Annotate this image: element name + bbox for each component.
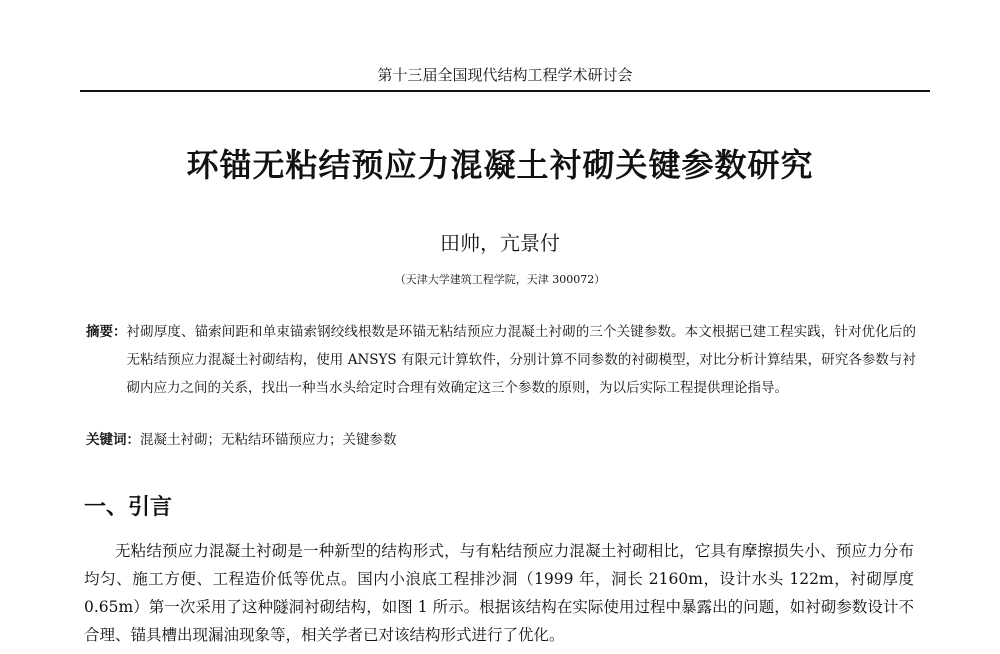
abstract — [86, 318, 916, 402]
section-heading: 一、引言 — [84, 495, 173, 520]
abstract-label: 摘要： — [86, 324, 127, 340]
keywords-label: 关键词： — [86, 432, 140, 448]
keywords — [86, 426, 916, 454]
running-header: 第十三届全国现代结构工程学术研讨会 — [80, 62, 930, 92]
intro-paragraph: 无粘结预应力混凝土衬砌是一种新型的结构形式，与有粘结预应力混凝土衬砌相比，它具有摩擦损失小、预应力分布均匀、施工方便、工程造价低等优点。国内小浪底工程排沙洞（1999 年，洞长 2160m，设计水头 122m，衬砌厚度 0.65m）第一次采用了这种隧洞衬砌结构，如图 1 所示。根据该结构在实际使用过程中暴露出的问题，如衬砌参数设计不合理、锚具槽出现漏油现象等，相关学者已对该结构形式进行了优化。 — [84, 542, 914, 644]
paper-title: 环锚无粘结预应力混凝土衬砌关键参数研究 — [186, 146, 814, 184]
abstract-text: 衬砌厚度、锚索间距和单束锚索钢绞线根数是环锚无粘结预应力混凝土衬砌的三个关键参数。本文根据已建工程实践，针对优化后的无粘结预应力混凝土衬砌结构，使用 ANSYS 有限元计算软件，分别计算不同参数的衬砌模型，对比分析计算结果，研究各参数与衬砌内应力之间的关系，找出一种当水头给定时合理有效确定这三个参数的原则，为以后实际工程提供理论指导。 — [126, 324, 916, 396]
authors: 田帅，亢景付 — [440, 231, 560, 255]
affiliation: （天津大学建筑工程学院，天津 300072） — [394, 273, 606, 286]
keywords-text: 混凝土衬砌；无粘结环锚预应力；关键参数 — [140, 432, 397, 448]
